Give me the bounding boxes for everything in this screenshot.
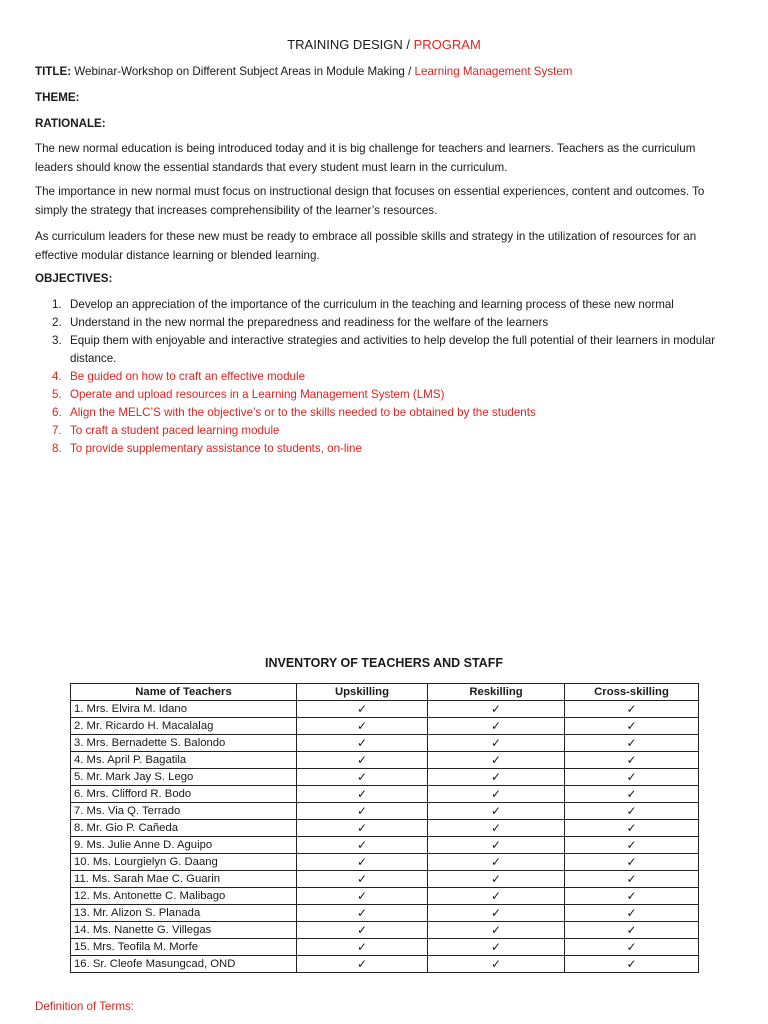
check-mark-icon-upskilling: ✓ xyxy=(297,820,428,837)
definition-of-terms-label: Definition of Terms: xyxy=(35,1000,135,1013)
check-mark-icon-reskilling: ✓ xyxy=(428,871,565,888)
check-mark-icon-upskilling: ✓ xyxy=(297,803,428,820)
table-row xyxy=(71,905,699,922)
objective-number: 8. xyxy=(52,442,62,455)
check-mark-icon-reskilling: ✓ xyxy=(428,735,565,752)
teacher-name: 15. Mrs. Teofila M. Morfe xyxy=(71,939,297,956)
check-mark-icon-cross-skilling: ✓ xyxy=(565,871,699,888)
objective-item xyxy=(52,332,732,368)
objective-text: Equip them with enjoyable and interactive strategies and activities to help develop the full potential of their learners in modular distance. xyxy=(70,334,716,365)
check-mark-icon-cross-skilling: ✓ xyxy=(565,786,699,803)
check-mark-icon-reskilling: ✓ xyxy=(428,786,565,803)
objective-item xyxy=(52,386,732,404)
objective-item xyxy=(52,440,732,458)
teacher-name: 1. Mrs. Elvira M. Idano xyxy=(71,701,297,718)
check-mark-icon-upskilling: ✓ xyxy=(297,922,428,939)
teacher-name: 9. Ms. Julie Anne D. Aguipo xyxy=(71,837,297,854)
table-row xyxy=(71,922,699,939)
objective-text: Be guided on how to craft an effective module xyxy=(70,370,306,383)
table-row xyxy=(71,803,699,820)
objective-number: 6. xyxy=(52,406,62,419)
document-title xyxy=(0,37,768,52)
check-mark-icon-upskilling: ✓ xyxy=(297,905,428,922)
check-mark-icon-cross-skilling: ✓ xyxy=(565,820,699,837)
table-row xyxy=(71,854,699,871)
check-mark-icon-cross-skilling: ✓ xyxy=(565,854,699,871)
objective-text: To craft a student paced learning module xyxy=(70,424,280,437)
check-mark-icon-cross-skilling: ✓ xyxy=(565,752,699,769)
objective-text: To provide supplementary assistance to students, on-line xyxy=(70,442,362,455)
title-line xyxy=(35,65,572,78)
check-mark-icon-reskilling: ✓ xyxy=(428,956,565,973)
teacher-name: 10. Ms. Lourgielyn G. Daang xyxy=(71,854,297,871)
check-mark-icon-cross-skilling: ✓ xyxy=(565,939,699,956)
teacher-name: 4. Ms. April P. Bagatila xyxy=(71,752,297,769)
table-row xyxy=(71,871,699,888)
check-mark-icon-reskilling: ✓ xyxy=(428,769,565,786)
teacher-name: 14. Ms. Nanette G. Villegas xyxy=(71,922,297,939)
table-row xyxy=(71,820,699,837)
check-mark-icon-upskilling: ✓ xyxy=(297,888,428,905)
check-mark-icon-cross-skilling: ✓ xyxy=(565,735,699,752)
check-mark-icon-upskilling: ✓ xyxy=(297,939,428,956)
objective-number: 1. xyxy=(52,298,62,311)
check-mark-icon-upskilling: ✓ xyxy=(297,735,428,752)
check-mark-icon-cross-skilling: ✓ xyxy=(565,803,699,820)
check-mark-icon-cross-skilling: ✓ xyxy=(565,769,699,786)
check-mark-icon-reskilling: ✓ xyxy=(428,820,565,837)
check-mark-icon-cross-skilling: ✓ xyxy=(565,701,699,718)
check-mark-icon-cross-skilling: ✓ xyxy=(565,905,699,922)
rationale-label: RATIONALE: xyxy=(35,117,106,130)
inventory-table xyxy=(70,683,699,973)
teacher-name: 5. Mr. Mark Jay S. Lego xyxy=(71,769,297,786)
objective-item xyxy=(52,296,732,314)
check-mark-icon-reskilling: ✓ xyxy=(428,752,565,769)
check-mark-icon-reskilling: ✓ xyxy=(428,803,565,820)
teacher-name: 12. Ms. Antonette C. Malibago xyxy=(71,888,297,905)
check-mark-icon-upskilling: ✓ xyxy=(297,956,428,973)
check-mark-icon-upskilling: ✓ xyxy=(297,752,428,769)
title-text: Webinar-Workshop on Different Subject Areas in Module Making / xyxy=(71,65,415,78)
check-mark-icon-reskilling: ✓ xyxy=(428,701,565,718)
check-mark-icon-cross-skilling: ✓ xyxy=(565,718,699,735)
check-mark-icon-cross-skilling: ✓ xyxy=(565,922,699,939)
table-row xyxy=(71,956,699,973)
objective-number: 7. xyxy=(52,424,62,437)
teacher-name: 7. Ms. Via Q. Terrado xyxy=(71,803,297,820)
rationale-paragraph: As curriculum leaders for these new must be ready to embrace all possible skills and strategy in the utilization of resources for an effective modular distance learning or blended learning. xyxy=(35,230,697,262)
check-mark-icon-reskilling: ✓ xyxy=(428,837,565,854)
check-mark-icon-upskilling: ✓ xyxy=(297,786,428,803)
column-header-cross-skilling: Cross-skilling xyxy=(565,684,699,701)
table-header-row xyxy=(71,684,699,701)
objective-text: Align the MELC’S with the objective’s or to the skills needed to be obtained by the students xyxy=(70,406,536,419)
check-mark-icon-reskilling: ✓ xyxy=(428,854,565,871)
objectives-label: OBJECTIVES: xyxy=(35,272,113,285)
check-mark-icon-reskilling: ✓ xyxy=(428,718,565,735)
check-mark-icon-upskilling: ✓ xyxy=(297,769,428,786)
rationale-paragraph: The new normal education is being introduced today and it is big challenge for teachers and learners. Teachers as the curriculum leaders should know the essential standards that every student must learn in the curriculum. xyxy=(35,142,696,174)
objective-item xyxy=(52,314,732,332)
title-label: TITLE: xyxy=(35,65,72,78)
objective-text: Understand in the new normal the preparedness and readiness for the welfare of the learners xyxy=(70,316,549,329)
table-row xyxy=(71,939,699,956)
objective-text: Operate and upload resources in a Learning Management System (LMS) xyxy=(70,388,445,401)
check-mark-icon-upskilling: ✓ xyxy=(297,854,428,871)
table-row xyxy=(71,701,699,718)
column-header-name: Name of Teachers xyxy=(71,684,297,701)
objective-item xyxy=(52,368,732,386)
check-mark-icon-reskilling: ✓ xyxy=(428,939,565,956)
teacher-name: 11. Ms. Sarah Mae C. Guarin xyxy=(71,871,297,888)
table-row xyxy=(71,735,699,752)
teacher-name: 13. Mr. Alizon S. Planada xyxy=(71,905,297,922)
check-mark-icon-upskilling: ✓ xyxy=(297,837,428,854)
teacher-name: 3. Mrs. Bernadette S. Balondo xyxy=(71,735,297,752)
table-row xyxy=(71,718,699,735)
column-header-upskilling: Upskilling xyxy=(297,684,428,701)
teacher-name: 6. Mrs. Clifford R. Bodo xyxy=(71,786,297,803)
table-row xyxy=(71,786,699,803)
column-header-reskilling: Reskilling xyxy=(428,684,565,701)
document-title-main: TRAINING DESIGN / xyxy=(287,37,414,52)
table-row xyxy=(71,752,699,769)
objective-text: Develop an appreciation of the importance of the curriculum in the teaching and learning process of these new normal xyxy=(70,298,674,311)
objective-number: 5. xyxy=(52,388,62,401)
title-highlight: Learning Management System xyxy=(414,65,573,78)
check-mark-icon-reskilling: ✓ xyxy=(428,888,565,905)
check-mark-icon-upskilling: ✓ xyxy=(297,871,428,888)
check-mark-icon-reskilling: ✓ xyxy=(428,922,565,939)
objectives-list xyxy=(52,296,732,458)
teacher-name: 16. Sr. Cleofe Masungcad, OND xyxy=(71,956,297,973)
table-row xyxy=(71,837,699,854)
table-row xyxy=(71,769,699,786)
check-mark-icon-cross-skilling: ✓ xyxy=(565,888,699,905)
objective-number: 3. xyxy=(52,334,62,347)
check-mark-icon-reskilling: ✓ xyxy=(428,905,565,922)
objective-item xyxy=(52,422,732,440)
table-row xyxy=(71,888,699,905)
objective-item xyxy=(52,404,732,422)
document-title-highlight: PROGRAM xyxy=(413,37,481,52)
check-mark-icon-cross-skilling: ✓ xyxy=(565,956,699,973)
check-mark-icon-cross-skilling: ✓ xyxy=(565,837,699,854)
objective-number: 2. xyxy=(52,316,62,329)
teacher-name: 8. Mr. Gio P. Cañeda xyxy=(71,820,297,837)
inventory-title: INVENTORY OF TEACHERS AND STAFF xyxy=(265,656,503,670)
check-mark-icon-upskilling: ✓ xyxy=(297,701,428,718)
rationale-paragraph: The importance in new normal must focus on instructional design that focuses on essential experiences, content and outcomes. To simply the strategy that increases comprehensibility of the learner’s resources. xyxy=(35,185,705,217)
theme-label: THEME: xyxy=(35,91,80,104)
check-mark-icon-upskilling: ✓ xyxy=(297,718,428,735)
teacher-name: 2. Mr. Ricardo H. Macalalag xyxy=(71,718,297,735)
table-body xyxy=(71,701,699,973)
objective-number: 4. xyxy=(52,370,62,383)
